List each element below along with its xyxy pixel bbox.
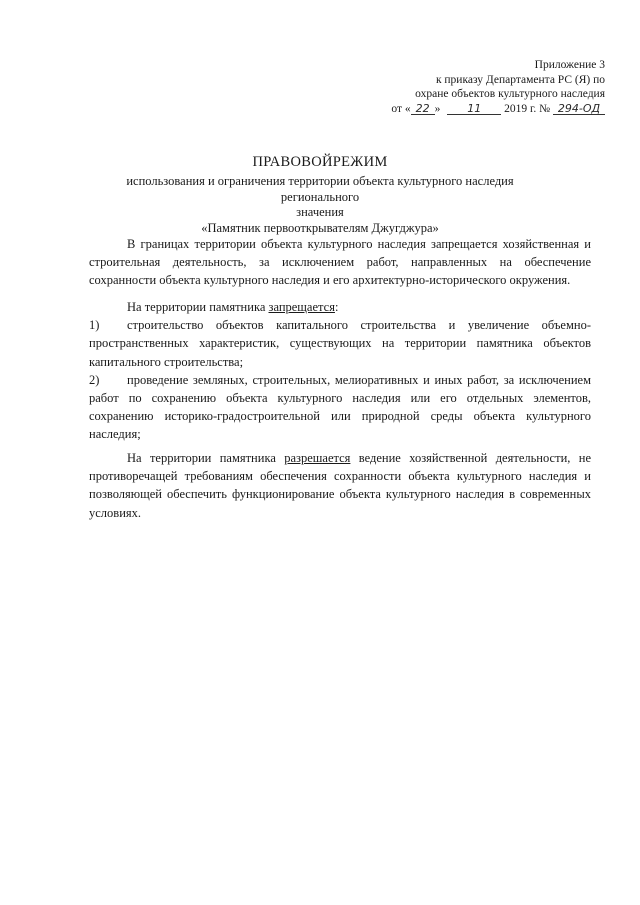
prohibited-keyword: запрещается — [268, 300, 335, 314]
permitted-text-before: На территории памятника — [127, 451, 285, 465]
subtitle-line-3: «Памятник первооткрывателям Джугджура» — [201, 220, 439, 235]
list-item-text: проведение земляных, строительных, мелиоративных и иных работ, за исключением работ по сохранению объекта культурного наследия или его отдельных элементов, сохранению историко-градостроительной или природной среды объекта культурного наследия; — [89, 372, 591, 442]
paragraph-1-text: В границах территории объекта культурного наследия запрещается хозяйственная и строительная деятельность, за исключением работ, направленных на обеспечение сохранности объекта культурного наследия и его архитектурно-исторического окружения. — [89, 237, 591, 288]
paragraph-prohibited — [89, 298, 591, 444]
appendix-order-line: к приказу Департамента РС (Я) по — [435, 73, 605, 86]
order-date-number-line — [345, 102, 605, 117]
paragraph-permitted — [89, 449, 591, 522]
list-item-number: 2) — [89, 372, 100, 387]
subtitle-line-1: использования и ограничения территории объекта культурного наследия регионального — [126, 174, 514, 204]
prohibited-lead — [89, 298, 591, 316]
order-month-handwritten: 11 — [447, 103, 501, 115]
document-title: ПРАВОВОЙРЕЖИМ — [252, 154, 388, 170]
appendix-department-line: охране объектов культурного наследия — [415, 88, 605, 100]
order-number-handwritten: 294-ОД — [553, 103, 605, 115]
order-year-label: 2019 г. № — [504, 102, 551, 115]
paragraph-restrictions — [89, 235, 591, 290]
appendix-title: Приложение 3 — [534, 59, 605, 71]
list-item-text: строительство объектов капитального строительства и увеличение объемно-пространственных характеристик, существующих на территории памятника объектов капитального строительства; — [89, 318, 591, 369]
permitted-keyword: разрешается — [284, 451, 351, 465]
prohibited-lead-text: На территории памятника — [127, 300, 269, 314]
list-item-number: 1) — [89, 318, 100, 333]
order-day-handwritten: 22 — [411, 103, 435, 115]
order-prefix: от « — [391, 102, 411, 115]
list-item — [89, 316, 591, 371]
appendix-block — [345, 58, 605, 116]
list-item — [89, 371, 591, 444]
prohibited-lead-colon: : — [334, 300, 339, 314]
order-mid: » — [434, 102, 441, 115]
subtitle-line-2: значения — [296, 205, 344, 219]
document-subtitle — [90, 174, 550, 236]
permitted-text-after: ведение хозяйственной деятельности, не противоречащей требованиям обеспечения сохранности объекта культурного наследия и позволяющей обеспечить функционирование объекта культурного наследия в современных условиях. — [89, 451, 591, 520]
